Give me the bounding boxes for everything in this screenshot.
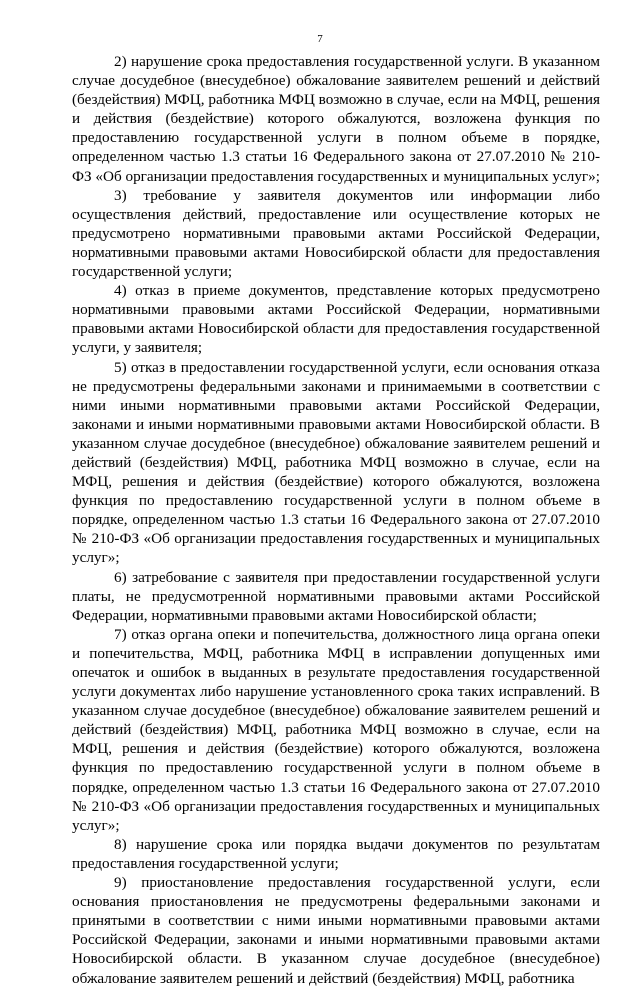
paragraph-item-8: 8) нарушение срока или порядка выдачи документов по результатам предоставления государственной услуги; [72,835,600,872]
paragraph-item-7: 7) отказ органа опеки и попечительства, должностного лица органа опеки и попечительства, МФЦ, работника МФЦ в исправлении допущенных ими опечаток и ошибок в выданных в результате предоставления государственной услуги документах либо нарушение установленного срока таких исправлений. В указанном случае досудебное (внесудебное) обжалование заявителем решений и действий (бездействия) МФЦ, работника МФЦ возможно в случае, если на МФЦ, решения и действия (бездействие) которого обжалуются, возложена функция по предоставлению государственной услуги в полном объеме в порядке, определенном частью 1.3 статьи 16 Федерального закона от 27.07.2010 № 210-ФЗ «Об организации предоставления государственных и муниципальных услуг»; [72,625,600,834]
page-number: 7 [317,33,323,45]
paragraph-item-2: 2) нарушение срока предоставления государственной услуги. В указанном случае досудебное (внесудебное) обжалование заявителем решений и действий (бездействия) МФЦ, работника МФЦ возможно в случае, если на МФЦ, решения и действия (бездействие) которого обжалуются, возложена функция по предоставлению государственной услуги в полном объеме в порядке, определенном частью 1.3 статьи 16 Федерального закона от 27.07.2010 № 210-ФЗ «Об организации предоставления государственных и муниципальных услуг»; [72,53,600,185]
document-body [72,52,600,988]
paragraph-item-5: 5) отказ в предоставлении государственной услуги, если основания отказа не предусмотрены федеральными законами и принимаемыми в соответствии с ними иными нормативными правовыми актами Российской Федерации, законами и иными нормативными правовыми актами Новосибирской области. В указанном случае досудебное (внесудебное) обжалование заявителем решений и действий (бездействия) МФЦ, работника МФЦ возможно в случае, если на МФЦ, решения и действия (бездействие) которого обжалуются, возложена функция по предоставлению государственной услуги в полном объеме в порядке, определенном частью 1.3 статьи 16 Федерального закона от 27.07.2010 № 210-ФЗ «Об организации предоставления государственных и муниципальных услуг»; [72,358,600,567]
paragraph-item-4: 4) отказ в приеме документов, представление которых предусмотрено нормативными правовыми актами Российской Федерации, нормативными правовыми актами Новосибирской области для предоставления государственной услуги, у заявителя; [72,282,600,357]
paragraph-item-6: 6) затребование с заявителя при предоставлении государственной услуги платы, не предусмотренной нормативными правовыми актами Российской Федерации, нормативными правовыми актами Новосибирской области; [72,568,600,624]
paragraph-item-3: 3) требование у заявителя документов или информации либо осуществления действий, предоставление или осуществление которых не предусмотрено нормативными правовыми актами Российской Федерации, нормативными правовыми актами Новосибирской области для предоставления государственной услуги; [72,186,600,281]
paragraph-item-9: 9) приостановление предоставления государственной услуги, если основания приостановления не предусмотрены федеральными законами и принятыми в соответствии с ними иными нормативными правовыми актами Российской Федерации, законами и иными нормативными правовыми актами Новосибирской области. В указанном случае досудебное (внесудебное) обжалование заявителем решений и действий (бездействия) МФЦ, работника [72,874,600,987]
